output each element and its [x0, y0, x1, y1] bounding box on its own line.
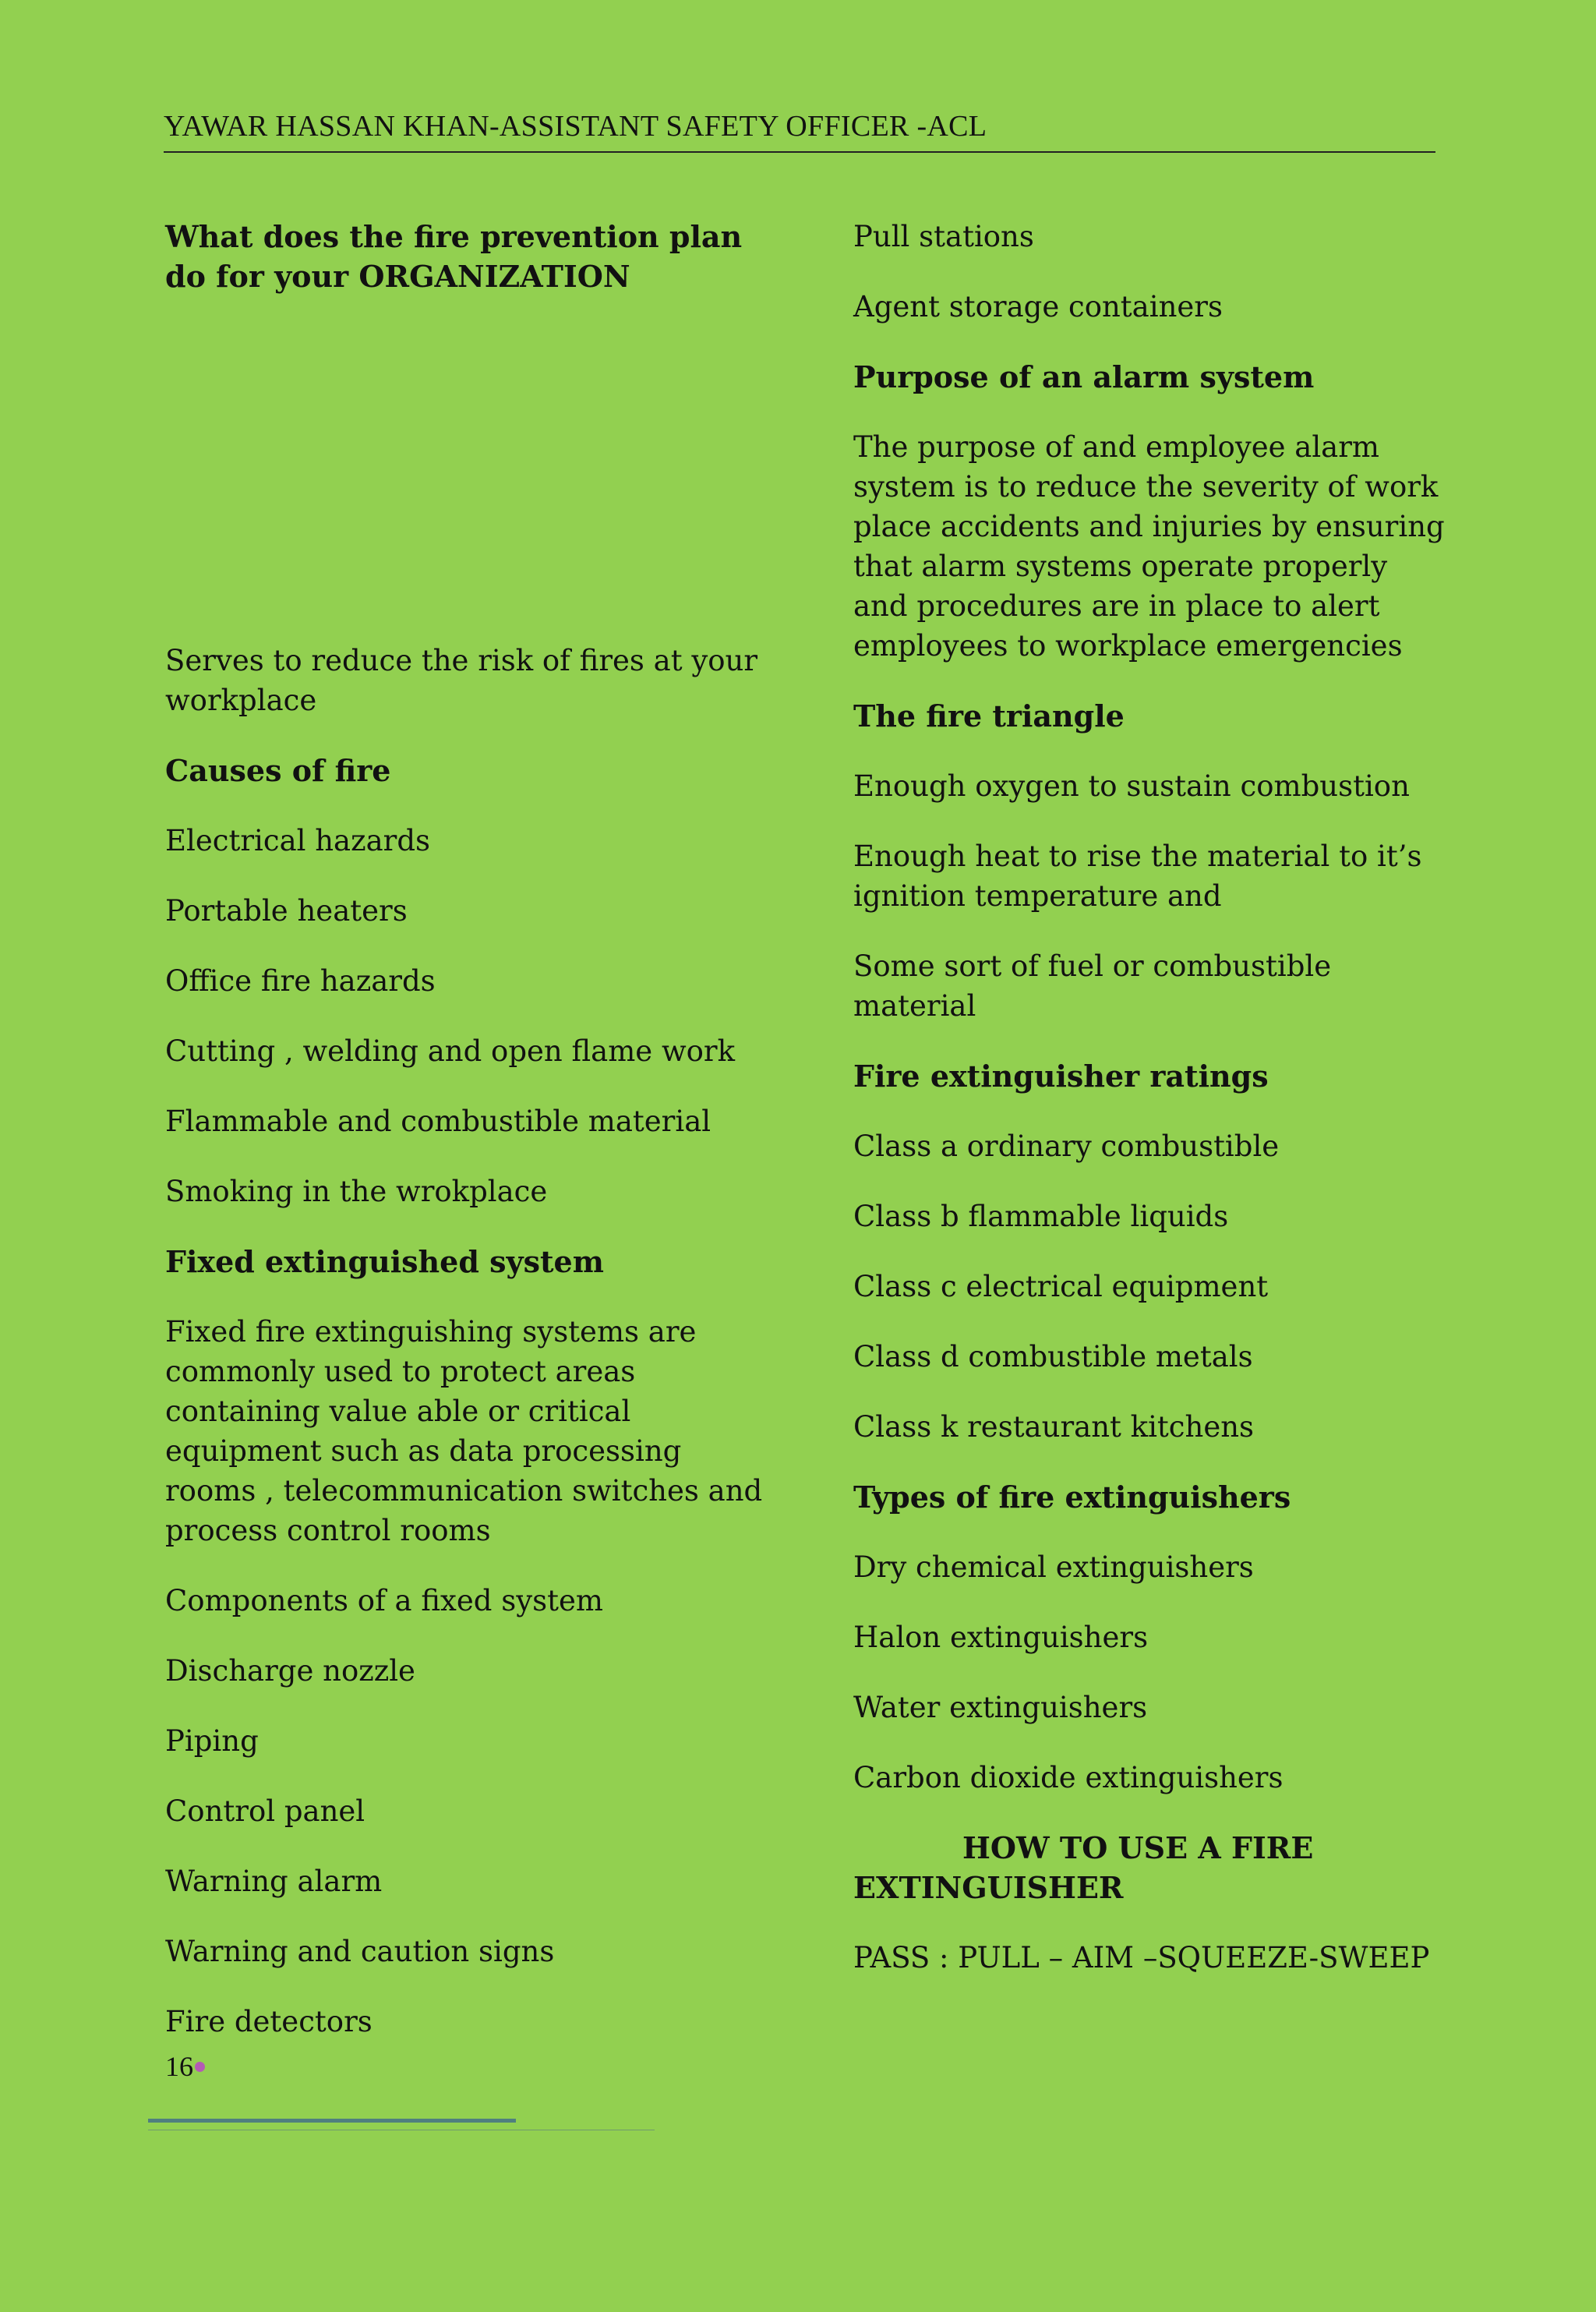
right-column	[853, 217, 1446, 2008]
rating-item: Class d combustible metals	[853, 1340, 1253, 1373]
alarm-text: The purpose of and employee alarm system is to reduce the severity of work place accidents and injuries by ensuring that alarm systems operate properly and procedures are in place to alert employees to workplace emergencies	[853, 430, 1445, 663]
intro-text: Serves to reduce the risk of fires at your workplace	[165, 644, 758, 717]
intro-blank-space	[165, 327, 773, 641]
component-item: Warning and caution signs	[165, 1935, 555, 1968]
rating-item: Class c electrical equipment	[853, 1270, 1269, 1303]
component-item: Control panel	[165, 1794, 365, 1828]
component-item: Piping	[165, 1724, 259, 1758]
how-to-use-heading: HOW TO USE A FIRE EXTINGUISHER	[853, 1830, 1314, 1905]
causes-heading: Causes of fire	[165, 753, 391, 788]
type-item: Halon extinguishers	[853, 1621, 1149, 1654]
cause-item: Portable heaters	[165, 894, 408, 928]
footer-rule	[148, 2119, 516, 2123]
rating-item: Class k restaurant kitchens	[853, 1410, 1255, 1444]
page-header	[164, 108, 1435, 153]
components-title: Components of a fixed system	[165, 1584, 603, 1617]
alarm-heading: Purpose of an alarm system	[853, 359, 1315, 394]
page-dot-icon	[195, 2062, 205, 2072]
cause-item: Electrical hazards	[165, 824, 431, 857]
ratings-heading: Fire extinguisher ratings	[853, 1059, 1269, 1094]
types-heading: Types of fire extinguishers	[853, 1479, 1291, 1515]
fire-triangle-heading: The fire triangle	[853, 698, 1125, 734]
component-item: Warning alarm	[165, 1865, 383, 1898]
type-item: Water extinguishers	[853, 1691, 1148, 1724]
cause-item: Flammable and combustible material	[165, 1105, 711, 1138]
cause-item: Smoking in the wrokplace	[165, 1175, 548, 1208]
component-item: Pull stations	[853, 220, 1034, 253]
rating-item: Class b flammable liquids	[853, 1200, 1229, 1233]
page-number-value: 16	[165, 2051, 193, 2082]
page-number	[165, 2049, 205, 2084]
triangle-item: Enough oxygen to sustain combustion	[853, 769, 1410, 803]
intro-heading: What does the fire prevention plan do for your ORGANIZATION	[165, 219, 743, 294]
pass-text: PASS : PULL – AIM –SQUEEZE-SWEEP	[853, 1941, 1430, 1974]
triangle-item: Some sort of fuel or combustible material	[853, 949, 1332, 1023]
component-item: Agent storage containers	[853, 290, 1223, 323]
fixed-system-heading: Fixed extinguished system	[165, 1244, 604, 1279]
component-item: Discharge nozzle	[165, 1654, 415, 1688]
cause-item: Cutting , welding and open flame work	[165, 1034, 736, 1068]
left-column	[165, 217, 773, 2072]
rating-item: Class a ordinary combustible	[853, 1129, 1280, 1163]
fixed-system-text: Fixed fire extinguishing systems are commonly used to protect areas containing value able or critical equipment such as data processing rooms , telecommunication switches and process control rooms	[165, 1315, 763, 1547]
triangle-item: Enough heat to rise the material to it’s ignition temperature and	[853, 840, 1422, 913]
cause-item: Office fire hazards	[165, 964, 436, 998]
component-item: Fire detectors	[165, 2005, 373, 2038]
type-item: Dry chemical extinguishers	[853, 1550, 1254, 1584]
header-title: YAWAR HASSAN KHAN-ASSISTANT SAFETY OFFICER -ACL	[164, 110, 987, 143]
type-item: Carbon dioxide extinguishers	[853, 1761, 1284, 1794]
